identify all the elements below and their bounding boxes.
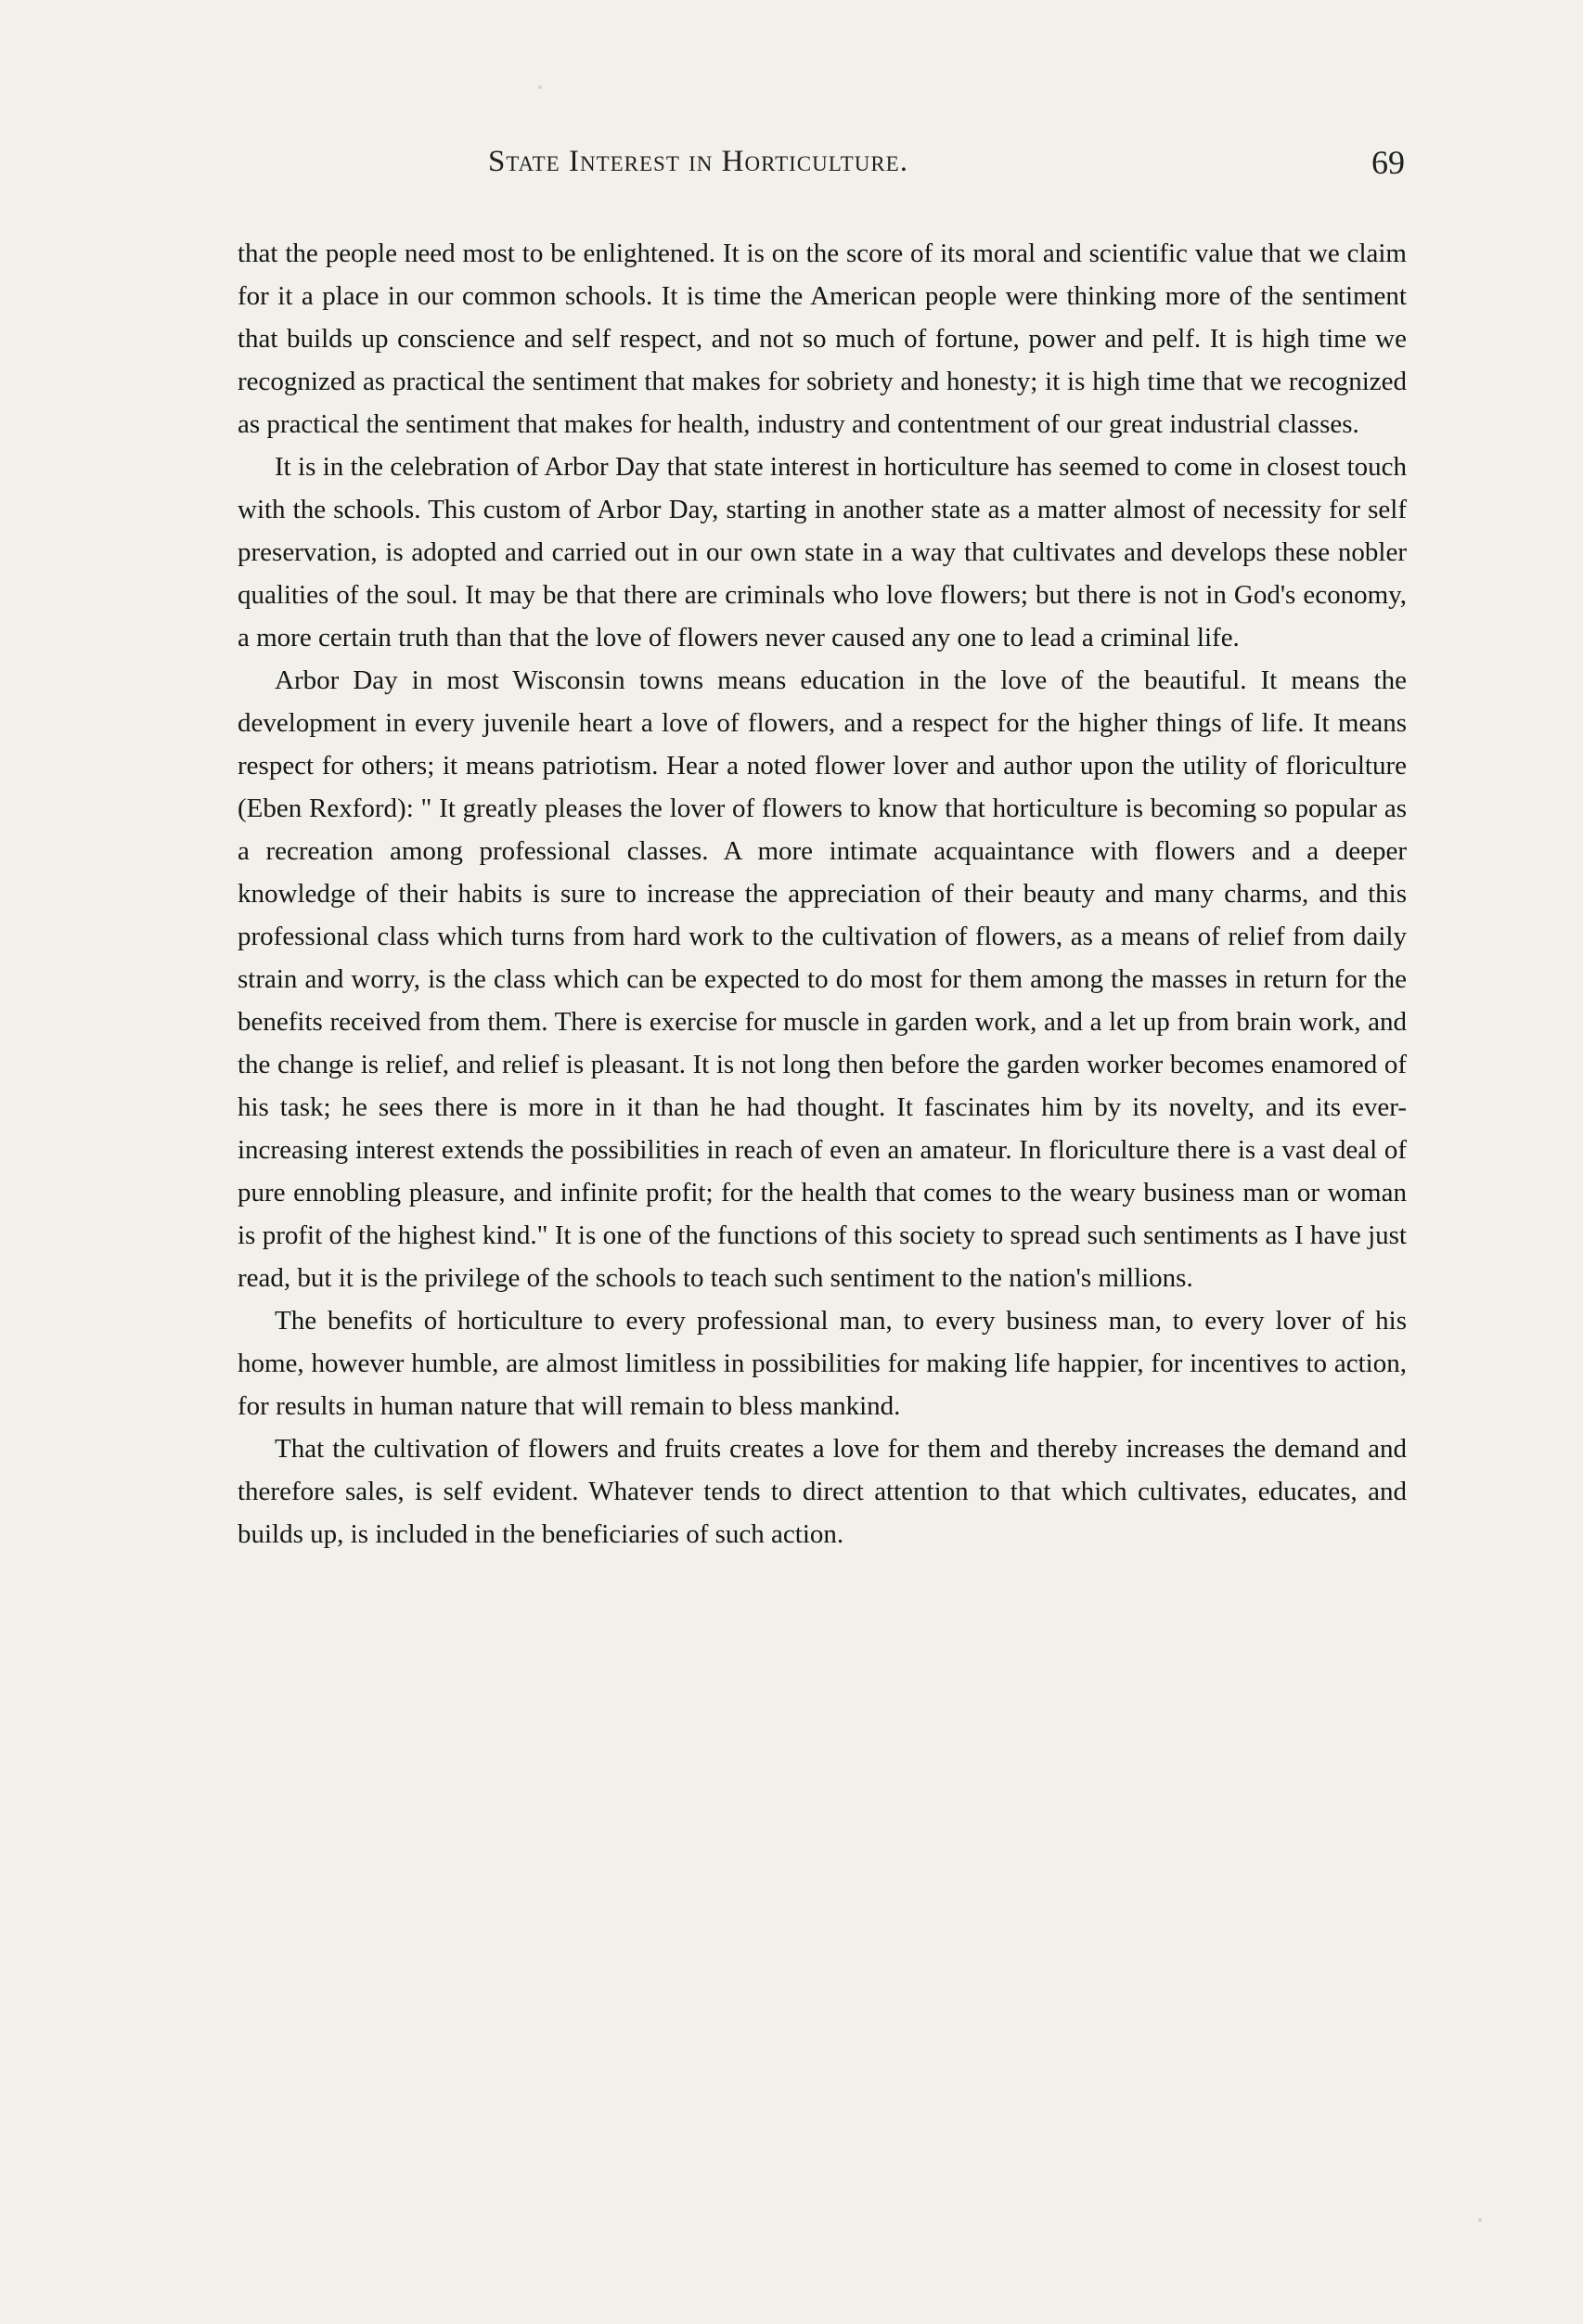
running-head bbox=[238, 139, 1407, 195]
page-number: 69 bbox=[1371, 144, 1405, 181]
body-text bbox=[238, 232, 1407, 1556]
paragraph-3: Arbor Day in most Wisconsin towns means education in the love of the beautiful. It means the development in every juvenile heart a love of flowers, and a respect for the higher things of life. It means respect for others; it means patriotism. Hear a noted flower lover and author upon the utility of floriculture (Eben Rexford): " It greatly pleases the lover of flowers to know that horticulture is becoming so popular as a recreation among professional classes. A more intimate acquaintance with flowers and a deeper knowledge of their habits is sure to increase the appreciation of their beauty and many charms, and this professional class which turns from hard work to the cultivation of flowers, as a means of relief from daily strain and worry, is the class which can be expected to do most for them among the masses in return for the benefits received from them. There is exercise for muscle in garden work, and a let up from brain work, and the change is relief, and relief is pleasant. It is not long then before the garden worker becomes enamored of his task; he sees there is more in it than he had thought. It fascinates him by its novelty, and its ever-increasing interest extends the possibilities in reach of even an amateur. In floriculture there is a vast deal of pure ennobling pleasure, and infinite profit; for the health that comes to the weary business man or woman is profit of the highest kind." It is one of the functions of this society to spread such sentiments as I have just read, but it is the privilege of the schools to teach such sentiment to the nation's millions. bbox=[238, 665, 1407, 1293]
running-title: State Interest in Horticulture. bbox=[488, 145, 908, 178]
paper-speck bbox=[538, 85, 542, 89]
paper-speck bbox=[1478, 2218, 1482, 2222]
paragraph-2: It is in the celebration of Arbor Day that state interest in horticulture has seemed to come in closest touch with the schools. This custom of Arbor Day, starting in another state as a matter almost of necessity for self preservation, is adopted and carried out in our own state in a way that cultivates and develops these nobler qualities of the soul. It may be that there are criminals who love flowers; but there is not in God's economy, a more certain truth than that the love of flowers never caused any one to lead a criminal life. bbox=[238, 452, 1407, 652]
paragraph-5: That the cultivation of flowers and fruits creates a love for them and thereby increases the demand and therefore sales, is self evident. Whatever tends to direct attention to that which cultivates, educates, and builds up, is included in the beneficiaries of such action. bbox=[238, 1434, 1407, 1549]
paragraph-4: The benefits of horticulture to every professional man, to every business man, to every lover of his home, however humble, are almost limitless in possibilities for making life happier, for incentives to action, for results in human nature that will remain to bless mankind. bbox=[238, 1306, 1407, 1421]
paragraph-1: that the people need most to be enlightened. It is on the score of its moral and scientific value that we claim for it a place in our common schools. It is time the American people were thinking more of the sentiment that builds up conscience and self respect, and not so much of fortune, power and pelf. It is high time we recognized as practical the sentiment that makes for sobriety and honesty; it is high time that we recognized as practical the sentiment that makes for health, industry and contentment of our great industrial classes. bbox=[238, 239, 1407, 439]
